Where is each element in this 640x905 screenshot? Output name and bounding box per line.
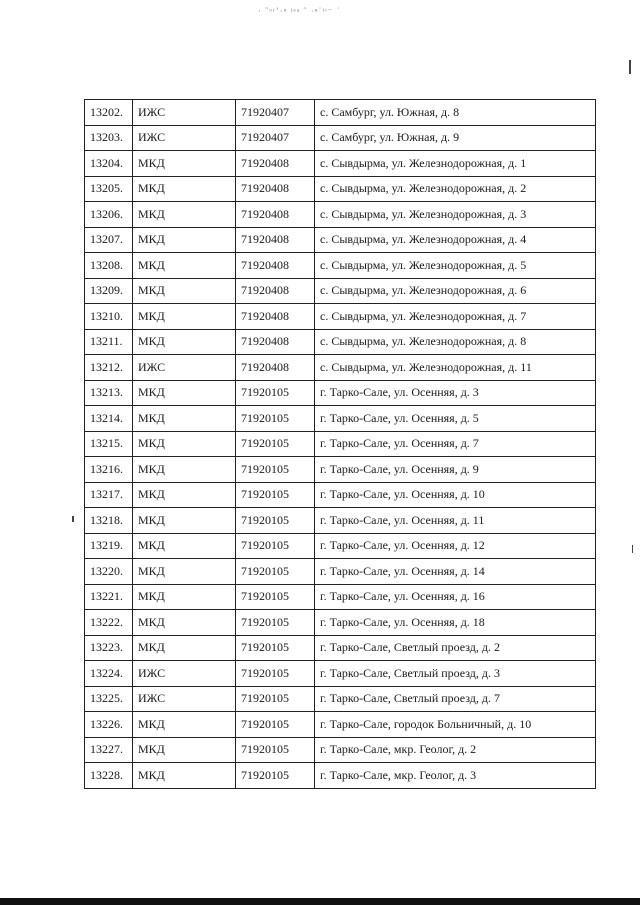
address-cell: с. Сывдырма, ул. Железнодорожная, д. 2 — [315, 176, 596, 202]
row-number-cell: 13208. — [85, 253, 133, 279]
scan-edge-mark — [632, 545, 633, 553]
oktmo-code-cell: 71920408 — [236, 355, 315, 381]
oktmo-code-cell: 71920105 — [236, 431, 315, 457]
row-number-cell: 13215. — [85, 431, 133, 457]
building-type-cell: МКД — [133, 227, 236, 253]
building-type-cell: ИЖС — [133, 661, 236, 687]
oktmo-code-cell: 71920105 — [236, 661, 315, 687]
oktmo-code-cell: 71920408 — [236, 329, 315, 355]
building-type-cell: МКД — [133, 431, 236, 457]
building-type-cell: МКД — [133, 380, 236, 406]
oktmo-code-cell: 71920408 — [236, 202, 315, 228]
building-type-cell: МКД — [133, 329, 236, 355]
row-number-cell: 13212. — [85, 355, 133, 381]
building-type-cell: МКД — [133, 406, 236, 432]
oktmo-code-cell: 71920105 — [236, 508, 315, 534]
address-cell: г. Тарко-Сале, ул. Осенняя, д. 5 — [315, 406, 596, 432]
oktmo-code-cell: 71920105 — [236, 686, 315, 712]
row-number-cell: 13227. — [85, 737, 133, 763]
oktmo-code-cell: 71920105 — [236, 712, 315, 738]
table-row — [85, 584, 596, 610]
building-type-cell: МКД — [133, 304, 236, 330]
scan-artifact-text: · ˜ᵒʳʼ·ⁿ ʲᵃᵃ ˜ ·ⁿ˙ᵗᶦ⁻ ˙ — [258, 6, 341, 16]
building-type-cell: ИЖС — [133, 686, 236, 712]
scan-edge-mark — [72, 516, 74, 522]
row-number-cell: 13221. — [85, 584, 133, 610]
oktmo-code-cell: 71920408 — [236, 151, 315, 177]
address-cell: г. Тарко-Сале, ул. Осенняя, д. 7 — [315, 431, 596, 457]
row-number-cell: 13222. — [85, 610, 133, 636]
row-number-cell: 13218. — [85, 508, 133, 534]
row-number-cell: 13223. — [85, 635, 133, 661]
scan-edge-mark — [629, 60, 631, 74]
address-cell: г. Тарко-Сале, ул. Осенняя, д. 18 — [315, 610, 596, 636]
registry-table-body — [85, 100, 596, 789]
oktmo-code-cell: 71920408 — [236, 227, 315, 253]
oktmo-code-cell: 71920408 — [236, 278, 315, 304]
building-type-cell: МКД — [133, 278, 236, 304]
table-row — [85, 635, 596, 661]
row-number-cell: 13204. — [85, 151, 133, 177]
table-row — [85, 125, 596, 151]
address-cell: г. Тарко-Сале, Светлый проезд, д. 3 — [315, 661, 596, 687]
building-type-cell: МКД — [133, 482, 236, 508]
building-type-cell: МКД — [133, 457, 236, 483]
row-number-cell: 13214. — [85, 406, 133, 432]
oktmo-code-cell: 71920105 — [236, 763, 315, 789]
row-number-cell: 13224. — [85, 661, 133, 687]
row-number-cell: 13228. — [85, 763, 133, 789]
row-number-cell: 13219. — [85, 533, 133, 559]
address-cell: г. Тарко-Сале, ул. Осенняя, д. 3 — [315, 380, 596, 406]
address-cell: г. Тарко-Сале, ул. Осенняя, д. 12 — [315, 533, 596, 559]
building-type-cell: ИЖС — [133, 100, 236, 126]
row-number-cell: 13202. — [85, 100, 133, 126]
address-cell: с. Сывдырма, ул. Железнодорожная, д. 6 — [315, 278, 596, 304]
address-cell: г. Тарко-Сале, ул. Осенняя, д. 14 — [315, 559, 596, 585]
table-row — [85, 686, 596, 712]
building-type-cell: МКД — [133, 737, 236, 763]
row-number-cell: 13220. — [85, 559, 133, 585]
table-row — [85, 227, 596, 253]
oktmo-code-cell: 71920105 — [236, 533, 315, 559]
row-number-cell: 13209. — [85, 278, 133, 304]
address-cell: г. Тарко-Сале, ул. Осенняя, д. 9 — [315, 457, 596, 483]
table-row — [85, 661, 596, 687]
address-cell: г. Тарко-Сале, мкр. Геолог, д. 2 — [315, 737, 596, 763]
address-cell: с. Сывдырма, ул. Железнодорожная, д. 1 — [315, 151, 596, 177]
address-cell: г. Тарко-Сале, ул. Осенняя, д. 16 — [315, 584, 596, 610]
oktmo-code-cell: 71920105 — [236, 610, 315, 636]
address-cell: с. Самбург, ул. Южная, д. 9 — [315, 125, 596, 151]
oktmo-code-cell: 71920105 — [236, 482, 315, 508]
row-number-cell: 13207. — [85, 227, 133, 253]
address-cell: с. Самбург, ул. Южная, д. 8 — [315, 100, 596, 126]
table-row — [85, 482, 596, 508]
oktmo-code-cell: 71920105 — [236, 380, 315, 406]
row-number-cell: 13210. — [85, 304, 133, 330]
building-type-cell: ИЖС — [133, 125, 236, 151]
oktmo-code-cell: 71920407 — [236, 100, 315, 126]
address-cell: с. Сывдырма, ул. Железнодорожная, д. 11 — [315, 355, 596, 381]
address-cell: г. Тарко-Сале, Светлый проезд, д. 7 — [315, 686, 596, 712]
table-row — [85, 304, 596, 330]
scan-bottom-edge — [0, 898, 640, 905]
row-number-cell: 13216. — [85, 457, 133, 483]
table-row — [85, 100, 596, 126]
table-row — [85, 533, 596, 559]
building-type-cell: МКД — [133, 508, 236, 534]
row-number-cell: 13226. — [85, 712, 133, 738]
oktmo-code-cell: 71920407 — [236, 125, 315, 151]
oktmo-code-cell: 71920408 — [236, 304, 315, 330]
table-row — [85, 712, 596, 738]
address-cell: г. Тарко-Сале, ул. Осенняя, д. 11 — [315, 508, 596, 534]
row-number-cell: 13203. — [85, 125, 133, 151]
address-cell: с. Сывдырма, ул. Железнодорожная, д. 4 — [315, 227, 596, 253]
building-type-cell: МКД — [133, 763, 236, 789]
table-row — [85, 763, 596, 789]
oktmo-code-cell: 71920105 — [236, 457, 315, 483]
oktmo-code-cell: 71920105 — [236, 406, 315, 432]
building-type-cell: ИЖС — [133, 355, 236, 381]
table-row — [85, 355, 596, 381]
table-row — [85, 329, 596, 355]
building-type-cell: МКД — [133, 151, 236, 177]
oktmo-code-cell: 71920105 — [236, 635, 315, 661]
table-row — [85, 610, 596, 636]
oktmo-code-cell: 71920105 — [236, 584, 315, 610]
building-type-cell: МКД — [133, 559, 236, 585]
table-row — [85, 457, 596, 483]
building-type-cell: МКД — [133, 176, 236, 202]
building-type-cell: МКД — [133, 253, 236, 279]
address-cell: г. Тарко-Сале, ул. Осенняя, д. 10 — [315, 482, 596, 508]
row-number-cell: 13211. — [85, 329, 133, 355]
table-row — [85, 737, 596, 763]
table-row — [85, 151, 596, 177]
registry-table — [84, 99, 596, 789]
building-type-cell: МКД — [133, 584, 236, 610]
building-type-cell: МКД — [133, 635, 236, 661]
oktmo-code-cell: 71920105 — [236, 737, 315, 763]
row-number-cell: 13213. — [85, 380, 133, 406]
address-cell: г. Тарко-Сале, Светлый проезд, д. 2 — [315, 635, 596, 661]
building-type-cell: МКД — [133, 712, 236, 738]
address-cell: с. Сывдырма, ул. Железнодорожная, д. 7 — [315, 304, 596, 330]
address-cell: с. Сывдырма, ул. Железнодорожная, д. 5 — [315, 253, 596, 279]
table-row — [85, 380, 596, 406]
address-cell: с. Сывдырма, ул. Железнодорожная, д. 3 — [315, 202, 596, 228]
row-number-cell: 13225. — [85, 686, 133, 712]
table-row — [85, 559, 596, 585]
row-number-cell: 13217. — [85, 482, 133, 508]
table-row — [85, 278, 596, 304]
table-row — [85, 508, 596, 534]
oktmo-code-cell: 71920408 — [236, 176, 315, 202]
table-row — [85, 406, 596, 432]
row-number-cell: 13206. — [85, 202, 133, 228]
building-type-cell: МКД — [133, 610, 236, 636]
table-row — [85, 176, 596, 202]
oktmo-code-cell: 71920408 — [236, 253, 315, 279]
address-cell: г. Тарко-Сале, городок Больничный, д. 10 — [315, 712, 596, 738]
row-number-cell: 13205. — [85, 176, 133, 202]
building-type-cell: МКД — [133, 202, 236, 228]
table-row — [85, 431, 596, 457]
oktmo-code-cell: 71920105 — [236, 559, 315, 585]
table-row — [85, 253, 596, 279]
address-cell: с. Сывдырма, ул. Железнодорожная, д. 8 — [315, 329, 596, 355]
table-row — [85, 202, 596, 228]
address-cell: г. Тарко-Сале, мкр. Геолог, д. 3 — [315, 763, 596, 789]
building-type-cell: МКД — [133, 533, 236, 559]
